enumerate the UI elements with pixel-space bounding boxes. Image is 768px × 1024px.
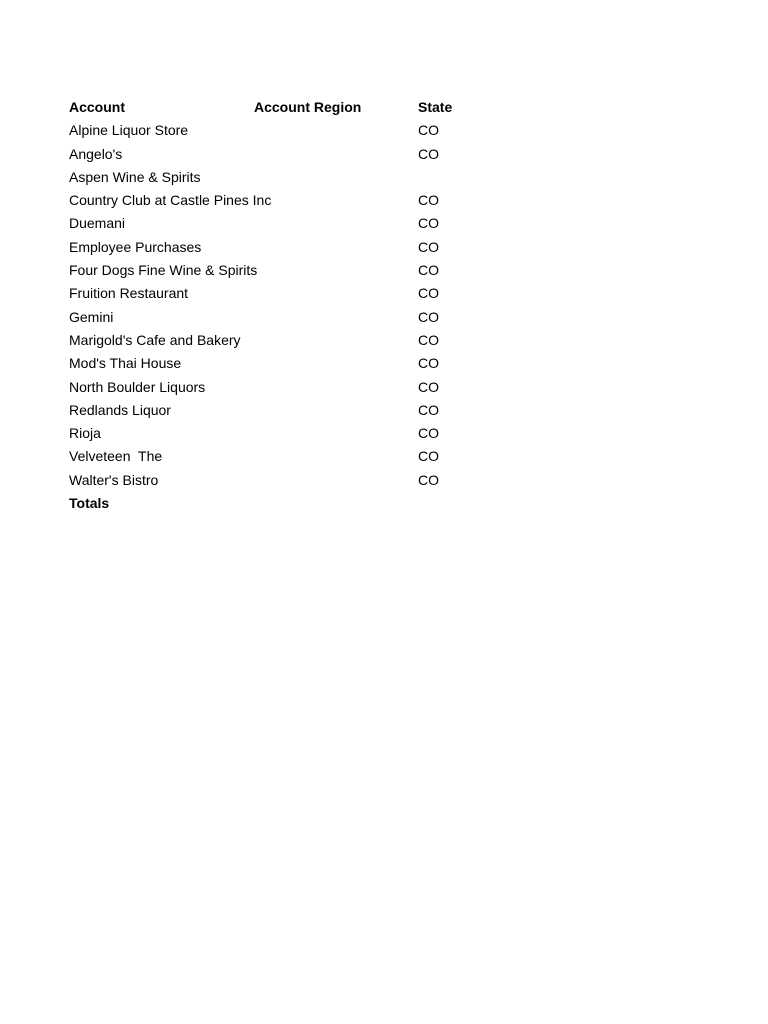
account-cell: Angelo's [69,145,123,162]
table-row [69,423,549,446]
column-header-account-region: Account Region [254,99,362,115]
state-cell: CO [418,285,439,302]
account-cell: Marigold's Cafe and Bakery [69,331,241,348]
table-row [69,167,549,190]
state-cell: CO [418,238,439,255]
table-header [69,97,549,120]
state-cell: CO [418,448,439,465]
state-cell: CO [418,215,439,232]
account-cell: Employee Purchases [69,238,202,255]
state-cell: CO [418,192,439,209]
account-cell: Four Dogs Fine Wine & Spirits [69,262,258,279]
state-cell: CO [418,331,439,348]
table-row [69,307,549,330]
account-cell: Mod's Thai House [69,355,182,372]
totals-row [69,493,549,516]
state-cell: CO [418,122,439,139]
table-row [69,377,549,400]
table-row [69,446,549,469]
account-table [69,97,549,516]
table-row [69,260,549,283]
account-cell: Velveteen The [69,448,163,465]
account-cell: Alpine Liquor Store [69,122,189,139]
totals-label: Totals [69,495,110,512]
state-cell: CO [418,145,439,162]
table-row [69,190,549,213]
account-cell: Redlands Liquor [69,401,171,418]
account-cell: Aspen Wine & Spirits [69,168,201,185]
state-cell: CO [418,471,439,488]
state-cell: CO [418,401,439,418]
table-row [69,400,549,423]
table-row [69,283,549,306]
account-cell: Country Club at Castle Pines Inc [69,192,272,209]
table-row [69,237,549,260]
table-row [69,470,549,493]
account-cell: North Boulder Liquors [69,378,206,395]
state-cell: CO [418,355,439,372]
column-header-state: State [418,99,453,115]
account-cell: Rioja [69,425,101,442]
table-row [69,330,549,353]
state-cell: CO [418,378,439,395]
column-header-account: Account [69,99,125,115]
state-cell: CO [418,308,439,325]
account-cell: Fruition Restaurant [69,285,189,302]
state-cell: CO [418,425,439,442]
table-row [69,120,549,143]
account-cell: Walter's Bistro [69,471,159,488]
table-row [69,144,549,167]
table-row [69,353,549,376]
state-cell: CO [418,262,439,279]
table-row [69,213,549,236]
account-cell: Duemani [69,215,126,232]
account-cell: Gemini [69,308,114,325]
